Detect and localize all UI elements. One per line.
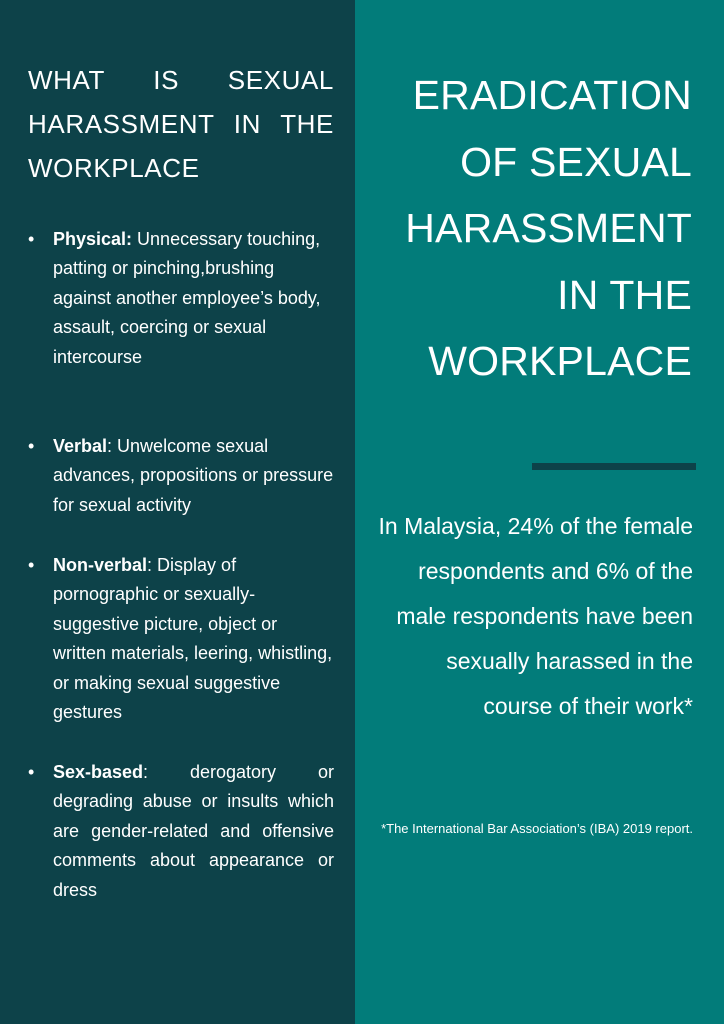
left-heading: WHAT IS SEXUAL HARASSMENT IN THE WORKPLACE — [28, 65, 334, 183]
bullet-dot-icon: • — [28, 436, 35, 456]
bullet-term: Sex-based — [53, 762, 144, 782]
bullet-term: Non-verbal — [53, 555, 148, 575]
source-footnote: *The International Bar Association’s (IBA) 2019 report. — [381, 821, 693, 836]
bullet-term: Verbal — [53, 436, 108, 456]
list-item-physical — [28, 225, 334, 372]
bullet-text: : Display of pornographic or sexually-suggestive picture, object or written materials, leering, whistling, or making sexual suggestive gestures — [53, 555, 333, 723]
page-title: ERADICATION OF SEXUAL HARASSMENT IN THE WORKPLACE — [405, 72, 692, 384]
statistic-text: In Malaysia, 24% of the female respondents and 6% of the male respondents have been sexually harassed in the course of their work* — [378, 513, 693, 719]
list-item-verbal — [28, 432, 334, 520]
bullet-text: : derogatory or degrading abuse or insults which are gender-related and offensive comments about appearance or dress — [53, 762, 334, 900]
list-item-sex-based — [28, 758, 334, 905]
bullet-dot-icon: • — [28, 555, 35, 575]
bullet-dot-icon: • — [28, 229, 35, 249]
bullet-text: Unnecessary touching, patting or pinching,brushing against another employee’s body, assault, coercing or sexual intercourse — [53, 229, 321, 367]
divider — [532, 463, 696, 470]
bullet-dot-icon: • — [28, 762, 35, 782]
list-item-non-verbal — [28, 551, 334, 727]
bullet-text: : Unwelcome sexual advances, propositions or pressure for sexual activity — [53, 436, 334, 515]
bullet-term: Physical: — [53, 229, 133, 249]
